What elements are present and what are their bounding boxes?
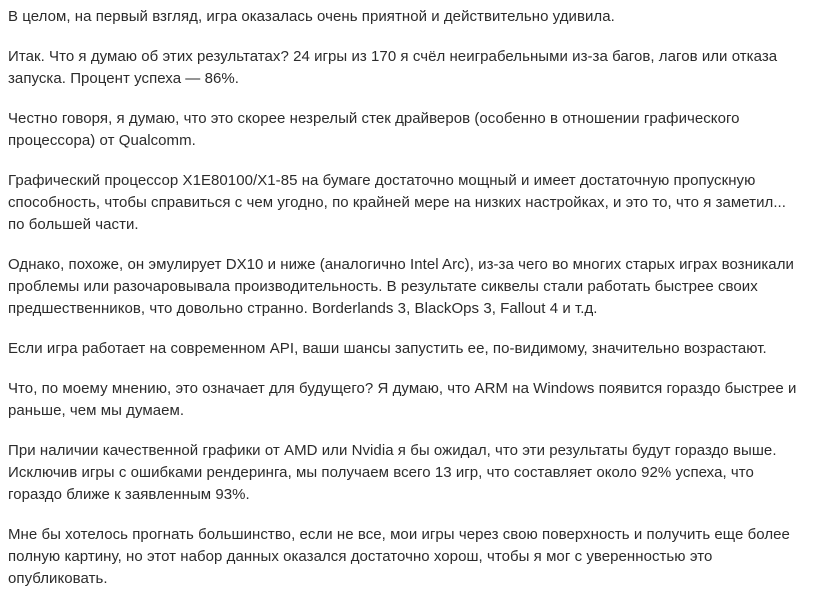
paragraph-4: Графический процессор X1E80100/X1-85 на бумаге достаточно мощный и имеет достаточную пропускную способность, чтобы справиться с чем угодно, по крайней мере на низких настройках, и это то, что я заметил... по большей части.: [8, 172, 786, 233]
paragraph-7: Что, по моему мнению, это означает для будущего? Я думаю, что ARM на Windows появится гораздо быстрее и раньше, чем мы думаем.: [8, 380, 797, 419]
paragraph-1: В целом, на первый взгляд, игра оказалась очень приятной и действительно удивила.: [8, 8, 615, 25]
paragraph-6: Если игра работает на современном API, ваши шансы запустить ее, по-видимому, значительно возрастают.: [8, 340, 767, 357]
paragraph-9: Мне бы хотелось прогнать большинство, если не все, мои игры через свою поверхность и получить еще более полную картину, но этот набор данных оказался достаточно хорош, чтобы я мог с уверенностью это опубликовать.: [8, 526, 790, 587]
paragraph-3: Честно говоря, я думаю, что это скорее незрелый стек драйверов (особенно в отношении графического процессора) от Qualcomm.: [8, 110, 740, 149]
paragraph-2: Итак. Что я думаю об этих результатах? 24 игры из 170 я счёл неиграбельными из-за багов, лагов или отказа запуска. Процент успеха — 86%.: [8, 48, 778, 87]
paragraph-8: При наличии качественной графики от AMD или Nvidia я бы ожидал, что эти результаты будут гораздо выше. Исключив игры с ошибками рендеринга, мы получаем всего 13 игр, что составляет около 92% успеха, что гораздо ближе к заявленным 93%.: [8, 442, 777, 503]
paragraph-5: Однако, похоже, он эмулирует DX10 и ниже (аналогично Intel Arc), из-за чего во многих старых играх возникали проблемы или разочаровывала производительность. В результате сиквелы стали работать быстрее своих предшественников, что довольно странно. Borderlands 3, BlackOps 3, Fallout 4 и т.д.: [8, 256, 794, 317]
